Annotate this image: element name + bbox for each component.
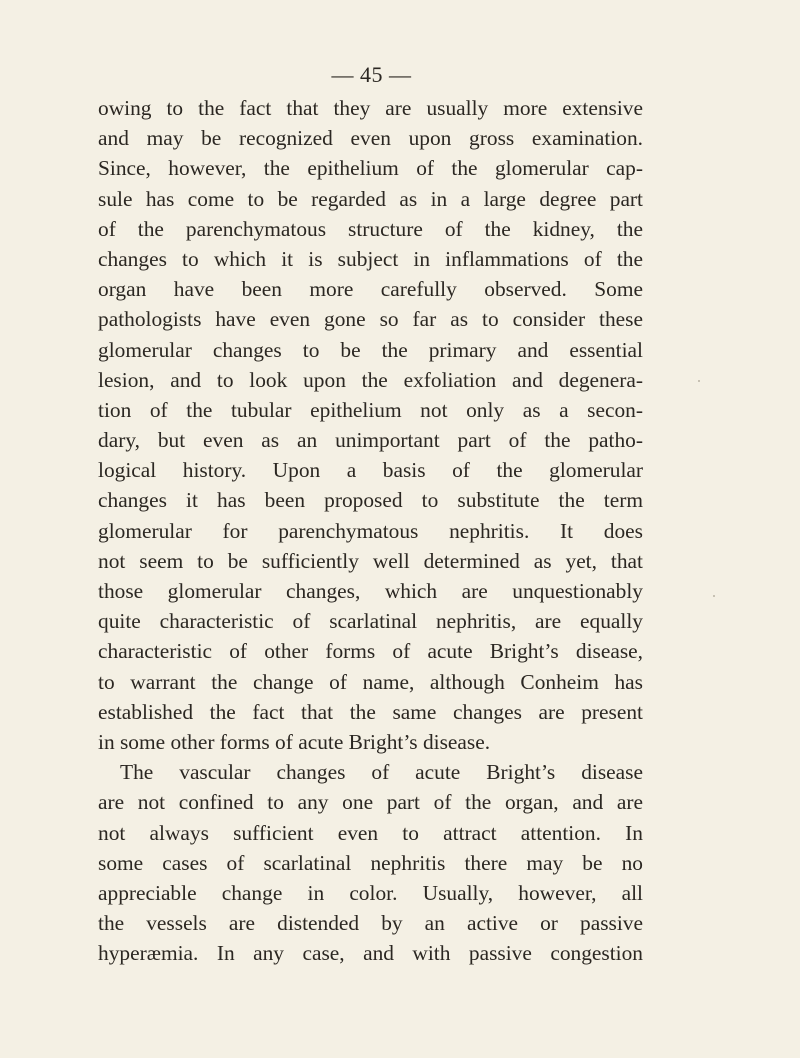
text-line: changes to which it is subject in inflammations of the xyxy=(98,246,643,271)
text-line: dary, but even as an unimportant part of the patho- xyxy=(98,428,643,453)
text-line: pathologists have even gone so far as to consider these xyxy=(98,307,643,332)
text-line: some cases of scarlatinal nephritis there may be no xyxy=(98,850,643,875)
paper-speck xyxy=(698,380,700,382)
text-line: characteristic of other forms of acute Bright’s disease, xyxy=(98,639,643,664)
text-line: the vessels are distended by an active or passive xyxy=(98,911,643,936)
text-line: owing to the fact that they are usually more extensive xyxy=(98,96,643,120)
text-line: Since, however, the epithelium of the glomerular cap- xyxy=(98,156,643,181)
paragraph-start-line: The vascular changes of acute Bright’s disease xyxy=(120,760,643,785)
text-line: and may be recognized even upon gross examination. xyxy=(98,126,643,151)
text-line: not seem to be sufficiently well determined as yet, that xyxy=(98,548,643,573)
paper-speck xyxy=(713,595,715,597)
text-line: of the parenchymatous structure of the kidney, the xyxy=(98,216,643,241)
body-text xyxy=(98,93,643,968)
text-line: established the fact that the same changes are present xyxy=(98,699,643,724)
text-line: organ have been more carefully observed. Some xyxy=(98,277,643,302)
text-line: to warrant the change of name, although Conheim has xyxy=(98,669,643,694)
page-number: — 45 — xyxy=(331,62,412,87)
text-line: logical history. Upon a basis of the glomerular xyxy=(98,458,643,483)
text-line: glomerular for parenchymatous nephritis. It does xyxy=(98,518,643,543)
text-line: lesion, and to look upon the exfoliation and degenera- xyxy=(98,367,643,392)
text-line: sule has come to be regarded as in a large degree part xyxy=(98,186,643,211)
text-line: those glomerular changes, which are unquestionably xyxy=(98,579,643,603)
text-line: quite characteristic of scarlatinal nephritis, are equally xyxy=(98,609,643,634)
text-line: changes it has been proposed to substitute the term xyxy=(98,488,643,513)
text-line: glomerular changes to be the primary and essential xyxy=(98,337,643,362)
text-line: hyperæmia. In any case, and with passive congestion xyxy=(98,941,643,966)
text-line: not always sufficient even to attract attention. In xyxy=(98,820,643,845)
text-line: appreciable change in color. Usually, however, all xyxy=(98,880,643,905)
text-line: tion of the tubular epithelium not only as a secon- xyxy=(98,397,643,422)
paragraph-end-line: in some other forms of acute Bright’s disease. xyxy=(98,729,491,754)
text-line: are not confined to any one part of the organ, and are xyxy=(98,790,643,815)
